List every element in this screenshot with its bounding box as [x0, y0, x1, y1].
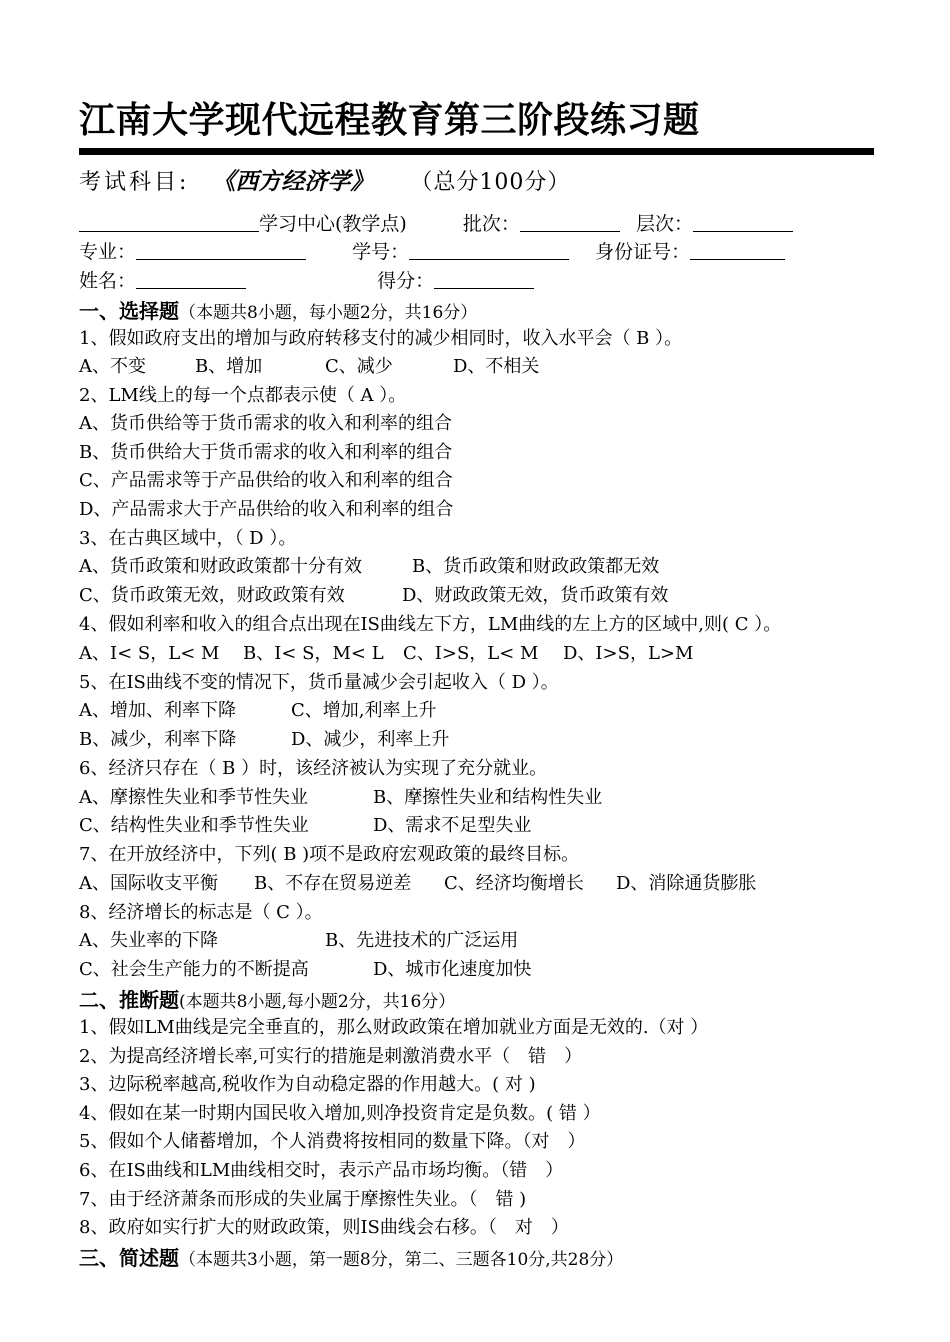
option: A、货币政策和财政政策都十分有效: [79, 556, 362, 577]
option: C、增加,利率上升: [291, 700, 437, 721]
subject-line: [79, 165, 570, 200]
id-card-blank[interactable]: [690, 239, 785, 260]
option: D、需求不足型失业: [373, 815, 532, 836]
question-stem: 2、LM线上的每一个点都表示使（ A ）。: [79, 385, 407, 406]
option: D、减少，利率上升: [291, 729, 450, 750]
judgment-item: 6、在IS曲线和LM曲线相交时，表示产品市场均衡。（错 ）: [79, 1160, 564, 1181]
option-row: [79, 812, 531, 840]
question-stem: 1、假如政府支出的增加与政府转移支付的减少相同时，收入水平会（ B ）。: [79, 328, 683, 349]
judgment-item: 1、假如LM曲线是完全垂直的，那么财政政策在增加就业方面是无效的.（对 ）: [79, 1017, 709, 1038]
option-row: [79, 726, 449, 754]
option: D、产品需求大于产品供给的收入和利率的组合: [79, 499, 454, 520]
judgment-item: 5、假如个人储蓄增加，个人消费将按相同的数量下降。（对 ）: [79, 1131, 586, 1152]
section3-heading: 三、简述题: [79, 1246, 179, 1270]
option: B、I< S，M< L: [243, 643, 384, 664]
option: A、国际收支平衡: [79, 873, 218, 894]
major-label: 专业：: [79, 241, 137, 263]
option: C、社会生产能力的不断提高: [79, 959, 309, 980]
option: C、结构性失业和季节性失业: [79, 815, 309, 836]
option: B、增加: [195, 356, 263, 377]
judgment-item: 4、假如在某一时期内国民收入增加,则净投资肯定是负数。( 错 ）: [79, 1103, 601, 1124]
name-blank[interactable]: [136, 268, 246, 289]
major-blank[interactable]: [136, 239, 306, 260]
judgment-item: 8、政府如实行扩大的财政政策，则IS曲线会右移。（ 对 ）: [79, 1217, 569, 1238]
batch-label: 批次：: [462, 213, 520, 235]
question-stem: 6、经济只存在（ B ）时，该经济被认为实现了充分就业。: [79, 758, 548, 779]
question-stem: 7、在开放经济中，下列( B )项不是政府宏观政策的最终目标。: [79, 844, 580, 865]
option: A、摩擦性失业和季节性失业: [79, 787, 308, 808]
option-row: [79, 640, 693, 668]
option: A、I< S，L< M: [79, 643, 220, 664]
section3-note: （本题共3小题，第一题8分，第二、三题各10分,共28分）: [179, 1250, 624, 1270]
student-id-blank[interactable]: [409, 239, 569, 260]
section1-note: （本题共8小题，每小题2分，共16分）: [179, 303, 478, 323]
option-row: [79, 353, 539, 381]
judgment-item: 7、由于经济萧条而形成的失业属于摩擦性失业。（ 错 ): [79, 1189, 527, 1210]
option: B、先进技术的广泛运用: [325, 930, 519, 951]
name-label: 姓名：: [79, 270, 137, 292]
title-rule: [79, 148, 874, 155]
option: B、货币供给大于货币需求的收入和利率的组合: [79, 442, 453, 463]
question-stem: 5、在IS曲线不变的情况下，货币量减少会引起收入（ D ）。: [79, 672, 559, 693]
option: D、财政政策无效，货币政策有效: [402, 585, 669, 606]
question-stem: 8、经济增长的标志是（ C ）。: [79, 902, 323, 923]
score-blank[interactable]: [434, 268, 534, 289]
option: C、经济均衡增长: [444, 873, 584, 894]
total-score: （总分100分）: [410, 170, 571, 195]
exam-title: 江南大学现代远程教育第三阶段练习题: [79, 100, 700, 141]
section2-heading: 二、推断题: [79, 988, 179, 1012]
judgment-item: 3、边际税率越高,税收作为自动稳定器的作用越大。( 对 ): [79, 1074, 536, 1095]
option: D、不相关: [453, 356, 540, 377]
option: D、I>S，L>M: [563, 643, 694, 664]
center-label: 学习中心(教学点): [259, 213, 407, 235]
option: A、不变: [79, 356, 146, 377]
section3-header: [79, 1244, 623, 1274]
id-card-label: 身份证号：: [595, 241, 691, 263]
option: A、增加、利率下降: [79, 700, 236, 721]
subject-label: 考试科目:: [79, 170, 190, 195]
section2-note: (本题共8小题,每小题2分，共16分）: [179, 992, 456, 1012]
option: B、摩擦性失业和结构性失业: [373, 787, 603, 808]
question-stem: 4、假如利率和收入的组合点出现在IS曲线左下方，LM曲线的左上方的区域中,则( C ）。: [79, 614, 782, 635]
option: C、产品需求等于产品供给的收入和利率的组合: [79, 470, 453, 491]
option: B、不存在贸易逆差: [254, 873, 412, 894]
section2-header: [79, 986, 455, 1016]
level-blank[interactable]: [693, 211, 793, 232]
info-row-2: [79, 238, 785, 266]
section1-header: [79, 297, 477, 327]
option-row: [79, 553, 659, 581]
course-name: 《西方经济学》: [212, 168, 374, 195]
option-row: [79, 956, 531, 984]
option: B、减少，利率下降: [79, 729, 237, 750]
option-row: [79, 870, 756, 898]
option: C、I>S，L< M: [403, 643, 539, 664]
student-id-label: 学号：: [352, 241, 410, 263]
center-blank[interactable]: [79, 211, 259, 232]
option: C、减少: [325, 356, 393, 377]
option: A、货币供给等于货币需求的收入和利率的组合: [79, 413, 452, 434]
option: C、货币政策无效，财政政策有效: [79, 585, 345, 606]
question-stem: 3、在古典区域中，（ D ）。: [79, 528, 297, 549]
option: D、消除通货膨胀: [616, 873, 757, 894]
option: D、城市化速度加快: [373, 959, 532, 980]
option-row: [79, 784, 602, 812]
option: B、货币政策和财政政策都无效: [412, 556, 660, 577]
section1-heading: 一、选择题: [79, 299, 179, 323]
info-row-3: [79, 267, 534, 295]
option-row: [79, 582, 668, 610]
score-label: 得分：: [377, 270, 435, 292]
batch-blank[interactable]: [520, 211, 620, 232]
level-label: 层次：: [635, 213, 693, 235]
option: A、失业率的下降: [79, 930, 218, 951]
info-row-1: [79, 210, 793, 238]
option-row: [79, 927, 518, 955]
option-row: [79, 697, 437, 725]
judgment-item: 2、为提高经济增长率,可实行的措施是刺激消费水平（ 错 ）: [79, 1046, 583, 1067]
